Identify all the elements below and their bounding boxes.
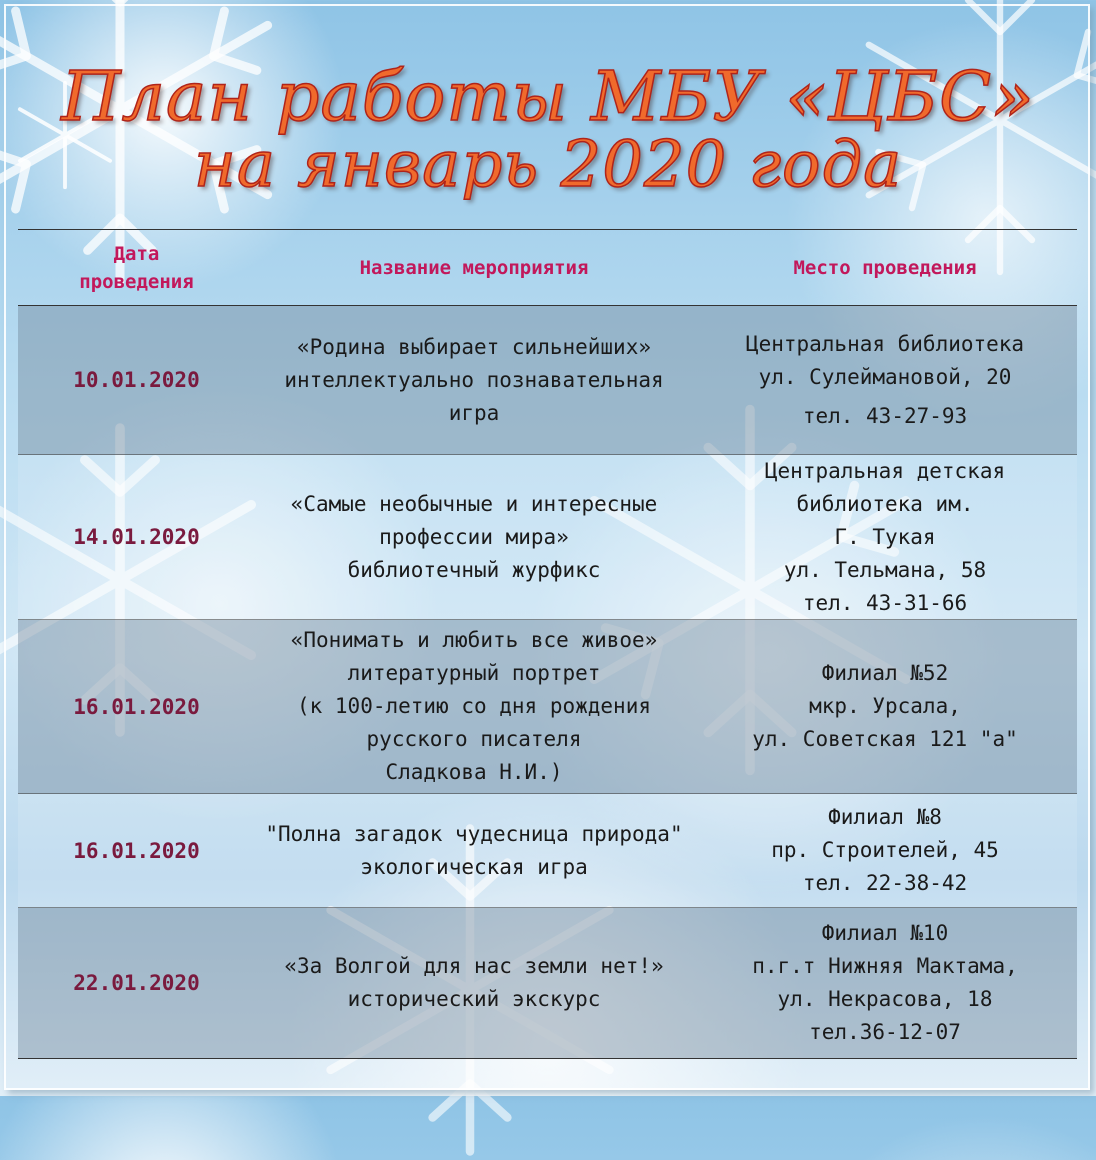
table-row [18,908,1077,1058]
row-place [693,801,1077,900]
event-line: исторический экскурс [347,987,601,1011]
place-line: ул. Советская 121 "а" [752,727,1018,751]
events-table [18,229,1077,1059]
place-line: Центральная библиотека [745,331,1025,356]
header-event: Название мероприятия [359,256,589,279]
place-line: ул. Сулеймановой, 20 [758,364,1012,389]
place-line: тел.36-12-07 [809,1020,961,1044]
place-line: Филиал №52 [821,661,949,685]
event-line: интеллектуально познавательная [284,367,664,392]
table-row [18,306,1077,455]
place-line: Филиал №8 [828,805,942,829]
event-line: «Понимать и любить все живое» [290,628,658,652]
place-line: п.г.т Нижняя Мактама, [752,954,1018,978]
event-line: литературный портрет [347,661,601,685]
row-date: 16.01.2020 [73,838,200,863]
page-title-line1: План работы МБУ «ЦБС» [61,58,1035,137]
place-line: ул. Тельмана, 58 [783,557,987,582]
row-place [693,657,1077,756]
table-header-row [18,230,1077,306]
event-line: игра [448,400,500,425]
place-line: мкр. Урсала, [809,694,961,718]
event-line: профессии мира» [379,524,569,549]
header-date-line2: проведения [79,270,194,293]
page-title-line2: на январь 2020 года [193,128,903,202]
row-event [255,488,693,587]
event-line: библиотечный журфикс [347,557,601,582]
place-line: тел. 43-31-66 [802,590,968,615]
place-line: ул. Некрасова, 18 [777,987,993,1011]
place-line: пр. Строителей, 45 [771,838,999,862]
event-line: "Полна загадок чудесница природа" [265,821,683,846]
header-date [18,240,255,296]
event-line: (к 100-летию со дня рождения [296,694,651,718]
place-line: тел. 43-27-93 [802,403,968,428]
event-line: «Самые необычные и интересные [290,491,658,516]
row-event [255,818,693,884]
event-line: Сладкова Н.И.) [385,760,563,784]
place-line: библиотека им. [796,491,974,516]
row-place [693,328,1077,433]
event-line: «За Волгой для нас земли нет!» [284,954,664,978]
row-event [255,331,693,430]
place-line: Г. Тукая [834,524,936,549]
header-date-line1: Дата [113,242,160,265]
place-line: Центральная детская [764,458,1006,483]
row-place [693,917,1077,1049]
event-line: экологическая игра [360,854,588,879]
table-row [18,620,1077,794]
row-event [255,950,693,1016]
place-line: Филиал №10 [821,921,949,945]
row-date: 14.01.2020 [73,525,200,549]
header-place: Место проведения [793,256,977,279]
row-event [255,624,693,789]
event-line: «Родина выбирает сильнейших» [296,334,651,359]
table-row [18,794,1077,908]
place-line: тел. 22-38-42 [802,871,968,895]
row-date: 22.01.2020 [73,971,200,995]
table-row [18,455,1077,620]
row-date: 16.01.2020 [73,694,200,719]
row-place [693,455,1077,620]
event-line: русского писателя [366,727,582,751]
row-date: 10.01.2020 [73,368,200,392]
